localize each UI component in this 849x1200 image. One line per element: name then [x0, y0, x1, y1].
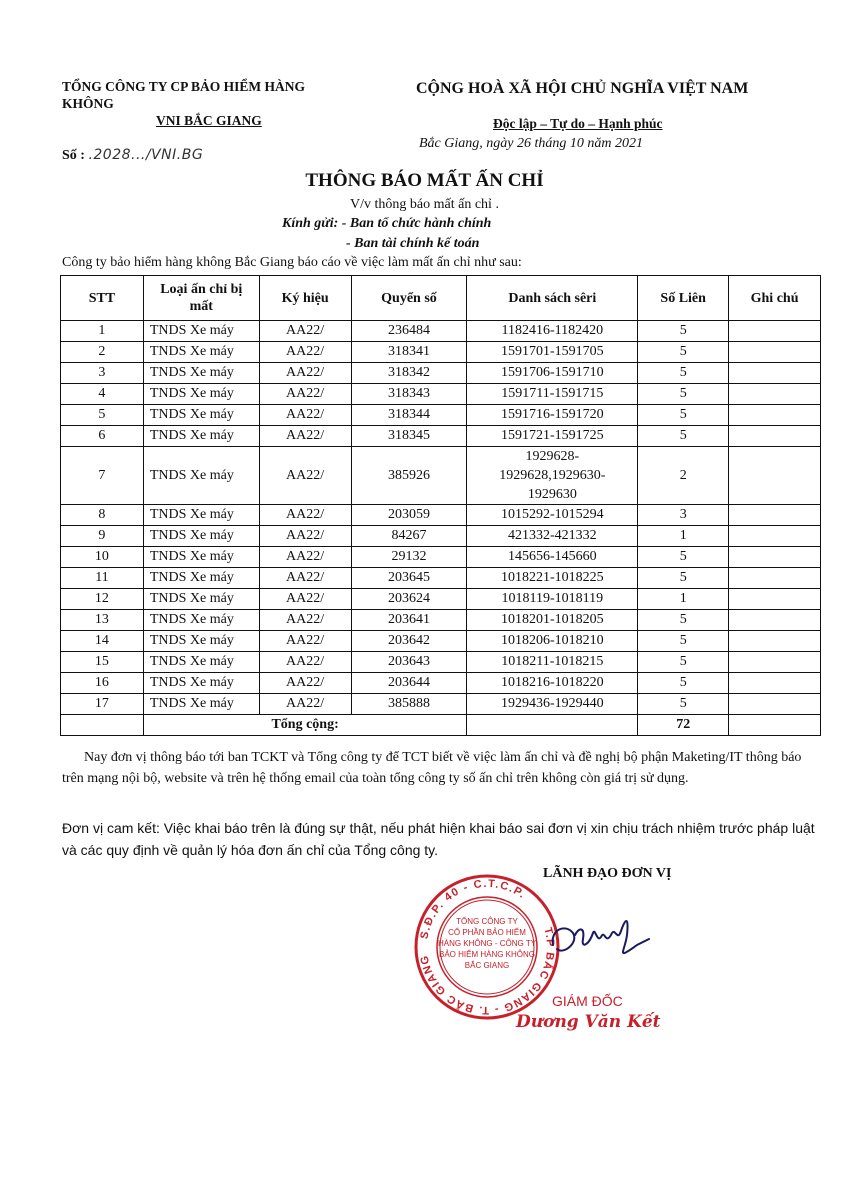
cell-serial: 1591701-1591705	[467, 342, 638, 363]
cell-note	[729, 505, 821, 526]
cell-book: 236484	[351, 321, 467, 342]
national-motto: Độc lập – Tự do – Hạnh phúc	[493, 116, 663, 131]
cell-serial: 1018216-1018220	[467, 673, 638, 694]
cell-copies: 5	[638, 568, 729, 589]
table-row	[61, 426, 821, 447]
cell-code: AA22/	[259, 673, 351, 694]
cell-serial: 1929628-1929628,1929630-1929630	[467, 447, 638, 505]
cell-copies: 1	[638, 526, 729, 547]
cell-note	[729, 405, 821, 426]
cell-stt: 15	[61, 652, 144, 673]
cell-type: TNDS Xe máy	[143, 610, 259, 631]
branch-name: VNI BẮC GIANG	[156, 113, 262, 128]
company-seal	[412, 872, 562, 1022]
table-body	[61, 321, 821, 715]
cell-book: 203643	[351, 652, 467, 673]
cell-code: AA22/	[259, 652, 351, 673]
cell-note	[729, 631, 821, 652]
cell-type: TNDS Xe máy	[143, 589, 259, 610]
cell-type: TNDS Xe máy	[143, 547, 259, 568]
intro-text: Công ty bảo hiểm hàng không Bắc Giang báo cáo về việc làm mất ấn chỉ như sau:	[62, 255, 522, 270]
table-row	[61, 652, 821, 673]
cell-copies: 3	[638, 505, 729, 526]
cell-stt: 11	[61, 568, 144, 589]
cell-note	[729, 447, 821, 505]
table-row	[61, 547, 821, 568]
table-row	[61, 589, 821, 610]
cell-book: 318345	[351, 426, 467, 447]
document-number	[62, 147, 203, 164]
cell-code: AA22/	[259, 526, 351, 547]
cell-type: TNDS Xe máy	[143, 321, 259, 342]
table-row	[61, 694, 821, 715]
document-number-value: .2028.../VNI.BG	[88, 147, 204, 163]
table-row	[61, 363, 821, 384]
header-code: Ký hiệu	[259, 276, 351, 321]
cell-stt: 14	[61, 631, 144, 652]
cell-serial: 1018206-1018210	[467, 631, 638, 652]
cell-code: AA22/	[259, 363, 351, 384]
cell-copies: 5	[638, 652, 729, 673]
cell-book: 29132	[351, 547, 467, 568]
table-row	[61, 321, 821, 342]
cell-book: 203624	[351, 589, 467, 610]
cell-book: 318342	[351, 363, 467, 384]
cell-copies: 5	[638, 384, 729, 405]
table-row	[61, 447, 821, 505]
commitment-paragraph	[62, 818, 822, 862]
cell-note	[729, 526, 821, 547]
cell-serial: 1182416-1182420	[467, 321, 638, 342]
recipient-1: - Ban tổ chức hành chính	[341, 216, 492, 231]
cell-stt: 5	[61, 405, 144, 426]
cell-copies: 5	[638, 321, 729, 342]
cell-serial: 1591716-1591720	[467, 405, 638, 426]
cell-stt: 13	[61, 610, 144, 631]
cell-copies: 5	[638, 342, 729, 363]
cell-book: 318343	[351, 384, 467, 405]
cell-type: TNDS Xe máy	[143, 526, 259, 547]
cell-book: 203644	[351, 673, 467, 694]
document-number-label: Số :	[62, 148, 85, 163]
cell-type: TNDS Xe máy	[143, 426, 259, 447]
cell-copies: 5	[638, 694, 729, 715]
header-type: Loại ấn chỉ bị mất	[143, 276, 259, 321]
cell-type: TNDS Xe máy	[143, 568, 259, 589]
cell-note	[729, 321, 821, 342]
svg-text:BẢO HIỂM HÀNG KHÔNG: BẢO HIỂM HÀNG KHÔNG	[438, 950, 536, 959]
table-row	[61, 526, 821, 547]
cell-book: 385888	[351, 694, 467, 715]
cell-stt: 8	[61, 505, 144, 526]
cell-serial: 1929436-1929440	[467, 694, 638, 715]
cell-code: AA22/	[259, 447, 351, 505]
cell-note	[729, 673, 821, 694]
cell-code: AA22/	[259, 547, 351, 568]
total-copies: 72	[638, 715, 729, 736]
cell-serial: 1591721-1591725	[467, 426, 638, 447]
cell-copies: 5	[638, 547, 729, 568]
total-row	[61, 715, 821, 736]
document-subject: V/v thông báo mất ấn chỉ .	[350, 197, 499, 212]
cell-serial: 1018119-1018119	[467, 589, 638, 610]
cell-serial: 1018211-1018215	[467, 652, 638, 673]
signer-position: GIÁM ĐỐC	[552, 993, 623, 1009]
notice-paragraph: Nay đơn vị thông báo tới ban TCKT và Tổng công ty để TCT biết về việc làm ấn chỉ và đề nghị bộ phận Maketing/IT thông báo trên mạng nội bộ, website và trên hệ thống email của toàn tổng công ty số ấn chỉ trên không còn giá trị sử dụng.	[62, 750, 802, 786]
cell-stt: 3	[61, 363, 144, 384]
cell-book: 318344	[351, 405, 467, 426]
cell-type: TNDS Xe máy	[143, 405, 259, 426]
cell-copies: 5	[638, 673, 729, 694]
table-row	[61, 568, 821, 589]
cell-type: TNDS Xe máy	[143, 673, 259, 694]
cell-code: AA22/	[259, 610, 351, 631]
header-note: Ghi chú	[729, 276, 821, 321]
cell-stt: 12	[61, 589, 144, 610]
cell-code: AA22/	[259, 589, 351, 610]
document-date: Bắc Giang, ngày 26 tháng 10 năm 2021	[419, 136, 643, 151]
cell-code: AA22/	[259, 342, 351, 363]
leader-label: LÃNH ĐẠO ĐƠN VỊ	[543, 866, 672, 881]
cell-serial: 1015292-1015294	[467, 505, 638, 526]
cell-serial: 1591711-1591715	[467, 384, 638, 405]
cell-note	[729, 342, 821, 363]
total-label: Tổng cộng:	[143, 715, 467, 736]
cell-copies: 2	[638, 447, 729, 505]
cell-type: TNDS Xe máy	[143, 694, 259, 715]
cell-book: 318341	[351, 342, 467, 363]
cell-copies: 5	[638, 610, 729, 631]
svg-text:BẮC GIANG: BẮC GIANG	[464, 961, 510, 970]
cell-stt: 9	[61, 526, 144, 547]
cell-stt: 10	[61, 547, 144, 568]
cell-type: TNDS Xe máy	[143, 447, 259, 505]
cell-serial: 1018221-1018225	[467, 568, 638, 589]
cell-code: AA22/	[259, 631, 351, 652]
handwritten-signature	[545, 905, 655, 970]
table-header-row	[61, 276, 821, 321]
cell-note	[729, 384, 821, 405]
cell-book: 203645	[351, 568, 467, 589]
table-row	[61, 384, 821, 405]
cell-note	[729, 694, 821, 715]
recipient-line-1	[282, 216, 491, 232]
svg-text:S.Đ.P. 40 - C.T.C.P.: S.Đ.P. 40 - C.T.C.P.	[418, 877, 529, 941]
document-title: THÔNG BÁO MẤT ẤN CHỈ	[305, 170, 544, 191]
cell-copies: 1	[638, 589, 729, 610]
cell-code: AA22/	[259, 694, 351, 715]
cell-note	[729, 568, 821, 589]
cell-type: TNDS Xe máy	[143, 384, 259, 405]
header-copies: Số Liên	[638, 276, 729, 321]
national-title: CỘNG HOÀ XÃ HỘI CHỦ NGHĨA VIỆT NAM	[416, 80, 749, 97]
cell-stt: 16	[61, 673, 144, 694]
cell-book: 385926	[351, 447, 467, 505]
table-row	[61, 631, 821, 652]
cell-note	[729, 426, 821, 447]
cell-type: TNDS Xe máy	[143, 652, 259, 673]
cell-type: TNDS Xe máy	[143, 342, 259, 363]
signer-name: Dương Văn Kết	[516, 1012, 661, 1032]
cell-book: 203641	[351, 610, 467, 631]
cell-stt: 7	[61, 447, 144, 505]
svg-text:TỔNG CÔNG TY: TỔNG CÔNG TY	[456, 917, 518, 926]
recipient-label: Kính gửi:	[282, 216, 339, 231]
table-row	[61, 405, 821, 426]
cell-copies: 5	[638, 405, 729, 426]
cell-copies: 5	[638, 363, 729, 384]
cell-stt: 17	[61, 694, 144, 715]
cell-code: AA22/	[259, 426, 351, 447]
svg-text:CỔ PHẦN BẢO HIỂM: CỔ PHẦN BẢO HIỂM	[448, 928, 526, 937]
header-book: Quyển số	[351, 276, 467, 321]
cell-book: 203059	[351, 505, 467, 526]
cell-code: AA22/	[259, 568, 351, 589]
cell-code: AA22/	[259, 321, 351, 342]
cell-stt: 2	[61, 342, 144, 363]
cell-copies: 5	[638, 426, 729, 447]
cell-code: AA22/	[259, 505, 351, 526]
cell-stt: 6	[61, 426, 144, 447]
cell-book: 203642	[351, 631, 467, 652]
organization-name: TỔNG CÔNG TY CP BẢO HIỂM HÀNG KHÔNG	[62, 79, 306, 111]
cell-note	[729, 547, 821, 568]
commitment-text: Đơn vị cam kết: Việc khai báo trên là đúng sự thật, nếu phát hiện khai báo sai đơn vị xin chịu trách nhiệm trước pháp luật và các quy định về quản lý hóa đơn ấn chỉ của Tổng công ty.	[62, 820, 815, 858]
cell-type: TNDS Xe máy	[143, 363, 259, 384]
cell-note	[729, 589, 821, 610]
cell-copies: 5	[638, 631, 729, 652]
cell-code: AA22/	[259, 384, 351, 405]
cell-serial: 1018201-1018205	[467, 610, 638, 631]
recipient-2: - Ban tài chính kế toán	[346, 236, 480, 251]
cell-serial: 1591706-1591710	[467, 363, 638, 384]
lost-documents-table	[60, 275, 821, 736]
cell-serial: 421332-421332	[467, 526, 638, 547]
table-row	[61, 610, 821, 631]
cell-code: AA22/	[259, 405, 351, 426]
table-row	[61, 505, 821, 526]
table-row	[61, 342, 821, 363]
cell-stt: 1	[61, 321, 144, 342]
svg-text:HÀNG KHÔNG - CÔNG TY: HÀNG KHÔNG - CÔNG TY	[437, 939, 537, 948]
cell-type: TNDS Xe máy	[143, 505, 259, 526]
cell-note	[729, 652, 821, 673]
cell-note	[729, 610, 821, 631]
header-serial: Danh sách sêri	[467, 276, 638, 321]
cell-note	[729, 363, 821, 384]
cell-stt: 4	[61, 384, 144, 405]
cell-book: 84267	[351, 526, 467, 547]
svg-text:T.P BẮC GIANG - T. BẮC GIANG: T.P BẮC GIANG - T. BẮC GIANG	[418, 926, 557, 1017]
cell-serial: 145656-145660	[467, 547, 638, 568]
header-stt: STT	[61, 276, 144, 321]
table-row	[61, 673, 821, 694]
cell-type: TNDS Xe máy	[143, 631, 259, 652]
